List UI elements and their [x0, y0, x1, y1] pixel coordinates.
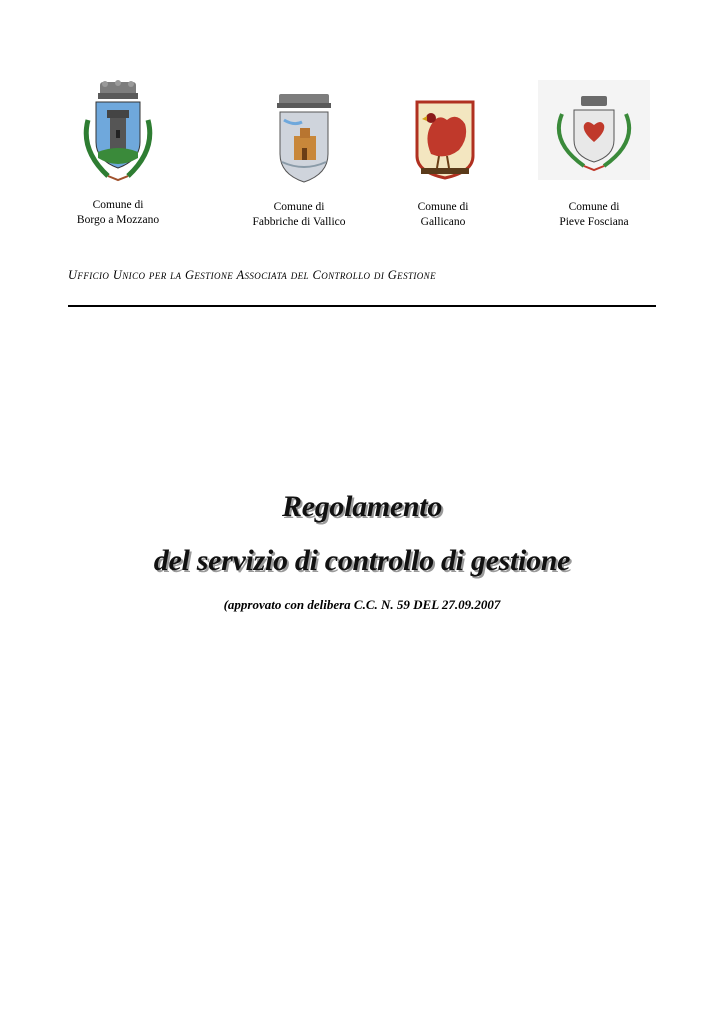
approval-note: (approvato con delibera C.C. N. 59 DEL 27.09.2007 — [223, 597, 501, 612]
document-title: Regolamento — [281, 490, 443, 523]
document-subtitle: del servizio di controllo di gestione — [153, 544, 571, 577]
comune-prefix: Comune di — [568, 201, 620, 213]
comune-prefix: Comune di — [417, 201, 469, 213]
comune-label-borgo-a-mozzano — [58, 198, 178, 228]
comune-name: Pieve Fosciana — [559, 216, 629, 228]
office-heading: Ufficio Unico per la Gestione Associata del Controllo di Gestione — [68, 268, 436, 282]
comune-name: Gallicano — [420, 216, 466, 228]
comune-name: Fabbriche di Vallico — [252, 216, 346, 228]
borgo-a-mozzano-crest-icon — [78, 80, 158, 184]
comune-name: Borgo a Mozzano — [76, 214, 160, 226]
comune-label-pieve-fosciana — [538, 200, 650, 230]
heading-divider — [68, 305, 656, 307]
gallicano-crest-icon — [413, 100, 477, 180]
pieve-fosciana-crest-icon — [538, 80, 650, 180]
comune-label-gallicano — [393, 200, 493, 230]
comune-prefix: Comune di — [273, 201, 325, 213]
fabbriche-di-vallico-crest-icon — [274, 92, 334, 184]
comune-label-fabbriche-di-vallico — [234, 200, 364, 230]
comune-prefix: Comune di — [92, 199, 144, 211]
